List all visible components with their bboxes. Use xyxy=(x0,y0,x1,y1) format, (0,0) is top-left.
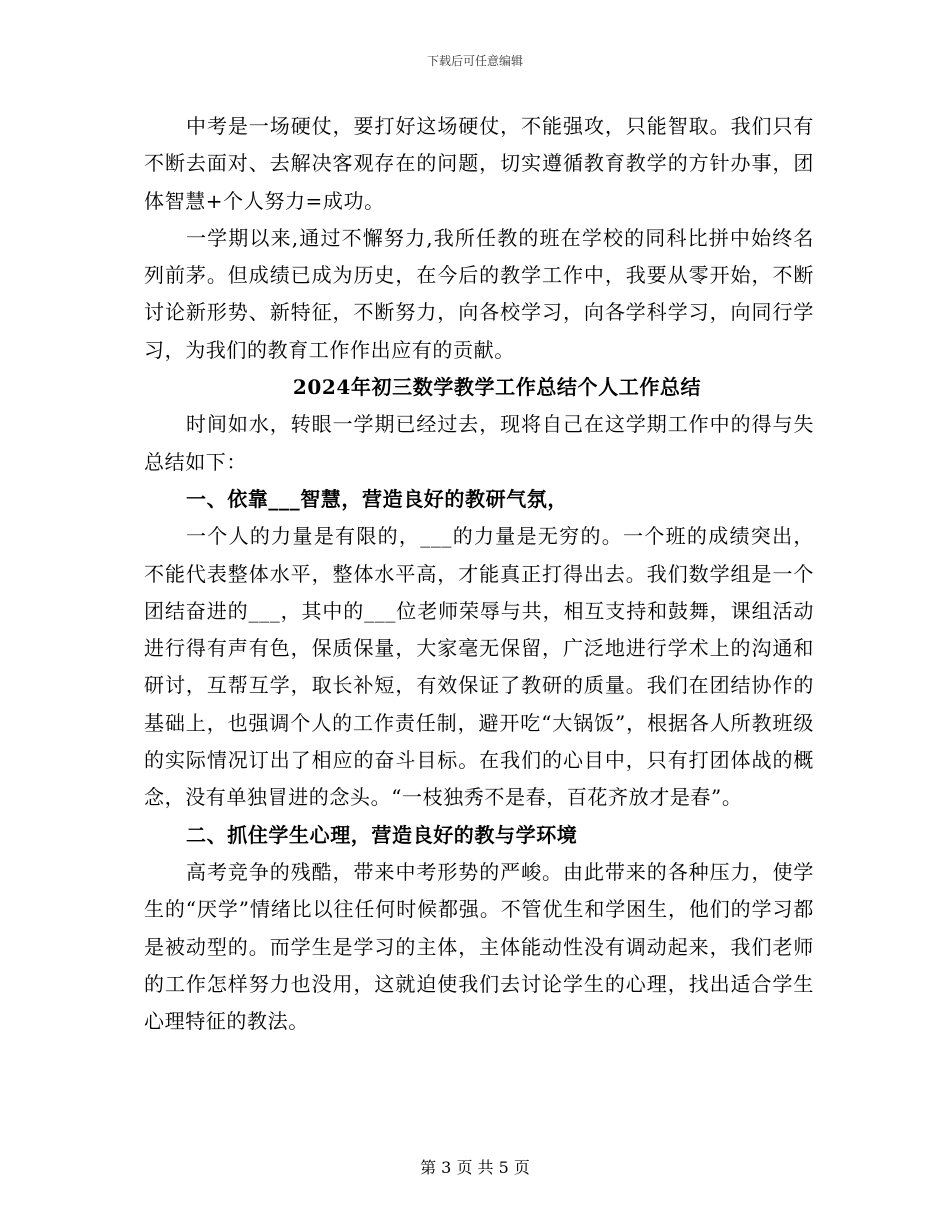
heading-student-psychology: 二、抓住学生心理，营造良好的教与学环境 xyxy=(186,822,578,847)
paragraph-semester-review: 一学期以来,通过不懈努力,我所任教的班在学校的同科比拼中始终名列前茅。但成绩已成为历史，在今后的教学工作中，我要从零开始，不断讨论新形势、新特征，不断努力，向各校学习，向各学科学习，向同行学习，为我们的教育工作作出应有的贡献。 xyxy=(144,225,814,362)
paragraph-student-psychology: 高考竞争的残酷，带来中考形势的严峻。由此带来的各种压力，使学生的“厌学”情绪比以往任何时候都强。不管优生和学困生，他们的学习都是被动型的。而学生是学习的主体，主体能动性没有调动起来，我们老师的工作怎样努力也没用，这就迫使我们去讨论学生的心理，找出适合学生心理特征的教法。 xyxy=(144,859,814,1034)
page-header-note: 下载后可任意编辑 xyxy=(426,54,523,68)
document-body xyxy=(144,108,814,1040)
paragraph-exam-strategy: 中考是一场硬仗，要打好这场硬仗，不能强攻，只能智取。我们只有不断去面对、去解决客观存在的问题，切实遵循教育教学的方针办事，团体智慧+个人努力=成功。 xyxy=(144,114,814,213)
section-title: 2024年初三数学教学工作总结个人工作总结 xyxy=(292,375,702,400)
paragraph-intro: 时间如水，转眼一学期已经过去，现将自己在这学期工作中的得与失总结如下： xyxy=(144,412,814,474)
page-number: 第 3 页 共 5 页 xyxy=(420,1158,530,1177)
paragraph-team-wisdom: 一个人的力量是有限的，___的力量是无穷的。一个班的成绩突出，不能代表整体水平，整体水平高，才能真正打得出去。我们数学组是一个团结奋进的___，其中的___位老师荣辱与共，相互支持和鼓舞，课组活动进行得有声有色，保质保量，大家毫无保留，广泛地进行学术上的沟通和研讨，互帮互学，取长补短，有效保证了教研的质量。我们在团结协作的基础上，也强调个人的工作责任制，避开吃“大锅饭”，根据各人所教班级的实际情况订出了相应的奋斗目标。在我们的心目中，只有打团体战的概念，没有单独冒进的念头。“一枝独秀不是春，百花齐放才是春”。 xyxy=(144,524,814,810)
heading-team-wisdom: 一、依靠___智慧，营造良好的教研气氛， xyxy=(186,486,568,511)
